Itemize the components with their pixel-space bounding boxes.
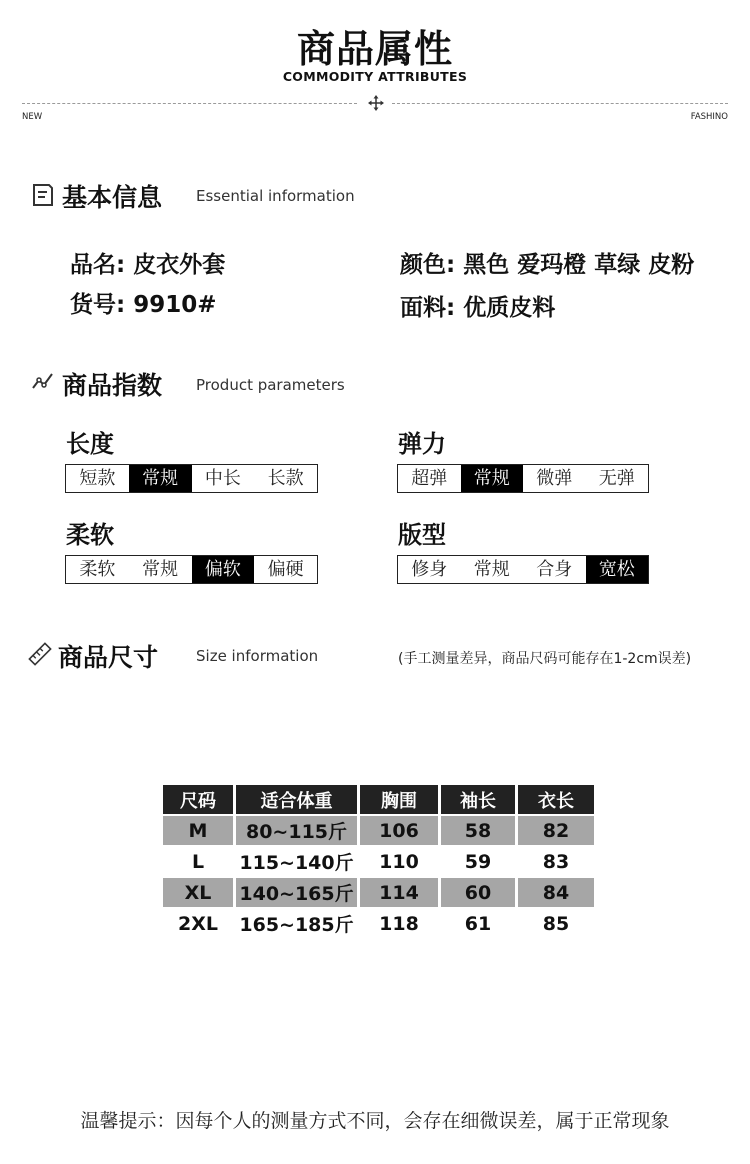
sku-row bbox=[70, 286, 217, 319]
product-name-value: 皮衣外套 bbox=[133, 252, 226, 278]
footer-note: 温馨提示：因每个人的测量方式不同，会存在细微误差，属于正常现象 bbox=[80, 1110, 670, 1132]
col-length: 衣长 bbox=[518, 785, 594, 814]
fit-label: 版型 bbox=[398, 521, 446, 549]
elastic-label: 弹力 bbox=[398, 430, 446, 458]
document-icon bbox=[32, 183, 54, 207]
divider-right bbox=[392, 103, 728, 104]
length-option: 中长 bbox=[204, 468, 241, 489]
cell-chest: 118 bbox=[379, 912, 419, 935]
size-subtitle: Size information bbox=[196, 647, 319, 665]
col-weight: 适合体重 bbox=[236, 785, 357, 814]
cell-chest: 114 bbox=[360, 878, 438, 907]
size-table-wrap bbox=[160, 783, 597, 940]
length-option: 长款 bbox=[267, 468, 304, 489]
sku-value: 9910# bbox=[133, 292, 217, 318]
soft-option: 偏硬 bbox=[267, 559, 304, 580]
cell-weight: 115~140斤 bbox=[239, 852, 354, 874]
color-row bbox=[400, 246, 694, 279]
cell-weight: 80~115斤 bbox=[236, 816, 357, 845]
elastic-scale bbox=[397, 464, 649, 493]
elastic-option: 超弹 bbox=[411, 468, 448, 489]
color-label: 颜色: bbox=[400, 252, 456, 278]
cell-length: 84 bbox=[518, 878, 594, 907]
material-value: 优质皮料 bbox=[463, 295, 556, 321]
page-subtitle: COMMODITY ATTRIBUTES bbox=[282, 69, 468, 84]
softness-scale bbox=[65, 555, 318, 584]
soft-option: 偏软 bbox=[192, 556, 255, 583]
soft-option: 柔软 bbox=[79, 559, 116, 580]
table-row bbox=[163, 909, 594, 938]
length-scale bbox=[65, 464, 318, 493]
elastic-option: 微弹 bbox=[536, 468, 573, 489]
table-row bbox=[163, 878, 594, 907]
params-title: 商品指数 bbox=[62, 371, 163, 400]
cell-size: L bbox=[191, 850, 205, 873]
ruler-icon bbox=[28, 641, 52, 667]
col-chest: 胸围 bbox=[360, 785, 438, 814]
fit-option: 常规 bbox=[473, 559, 510, 580]
softness-label: 柔软 bbox=[66, 521, 114, 549]
size-table bbox=[160, 783, 597, 940]
material-label: 面料: bbox=[400, 295, 456, 321]
table-row bbox=[163, 816, 594, 845]
product-name-label: 品名: bbox=[70, 252, 126, 278]
cell-sleeve: 59 bbox=[464, 850, 492, 873]
fit-option: 合身 bbox=[536, 559, 573, 580]
page-title: 商品属性 bbox=[296, 27, 453, 71]
params-subtitle: Product parameters bbox=[196, 376, 345, 394]
fit-option: 宽松 bbox=[586, 556, 649, 583]
color-value: 黑色 爱玛橙 草绿 皮粉 bbox=[463, 252, 695, 278]
cell-sleeve: 60 bbox=[441, 878, 515, 907]
material-row bbox=[400, 289, 555, 322]
sku-label: 货号: bbox=[70, 292, 126, 318]
elastic-option: 无弹 bbox=[598, 468, 635, 489]
cell-chest: 106 bbox=[360, 816, 438, 845]
divider-left bbox=[22, 103, 357, 104]
trend-line-icon bbox=[30, 370, 56, 392]
size-title: 商品尺寸 bbox=[58, 643, 159, 672]
new-tag: NEW bbox=[22, 112, 43, 122]
length-option: 常规 bbox=[129, 465, 192, 492]
cell-length: 83 bbox=[542, 850, 570, 873]
size-note: (手工测量差异，商品尺码可能存在1-2cm误差) bbox=[398, 651, 692, 667]
elastic-option: 常规 bbox=[461, 465, 524, 492]
fashion-tag: FASHINO bbox=[690, 112, 728, 122]
basic-info-title: 基本信息 bbox=[62, 183, 163, 212]
length-option: 短款 bbox=[79, 468, 116, 489]
soft-option: 常规 bbox=[142, 559, 179, 580]
basic-info-subtitle: Essential information bbox=[196, 187, 355, 205]
move-cross-icon bbox=[367, 94, 385, 112]
length-label: 长度 bbox=[66, 430, 114, 458]
cell-size: 2XL bbox=[178, 912, 218, 935]
col-sleeve: 袖长 bbox=[441, 785, 515, 814]
cell-length: 85 bbox=[542, 912, 570, 935]
table-row bbox=[163, 847, 594, 876]
cell-chest: 110 bbox=[379, 850, 419, 873]
fit-scale bbox=[397, 555, 649, 584]
cell-weight: 165~185斤 bbox=[239, 914, 354, 936]
product-name-row bbox=[70, 246, 225, 279]
cell-size: XL bbox=[163, 878, 233, 907]
cell-sleeve: 61 bbox=[464, 912, 492, 935]
cell-size: M bbox=[163, 816, 233, 845]
cell-length: 82 bbox=[518, 816, 594, 845]
cell-weight: 140~165斤 bbox=[236, 878, 357, 907]
fit-option: 修身 bbox=[411, 559, 448, 580]
cell-sleeve: 58 bbox=[441, 816, 515, 845]
size-table-header bbox=[163, 785, 594, 814]
col-size: 尺码 bbox=[163, 785, 233, 814]
